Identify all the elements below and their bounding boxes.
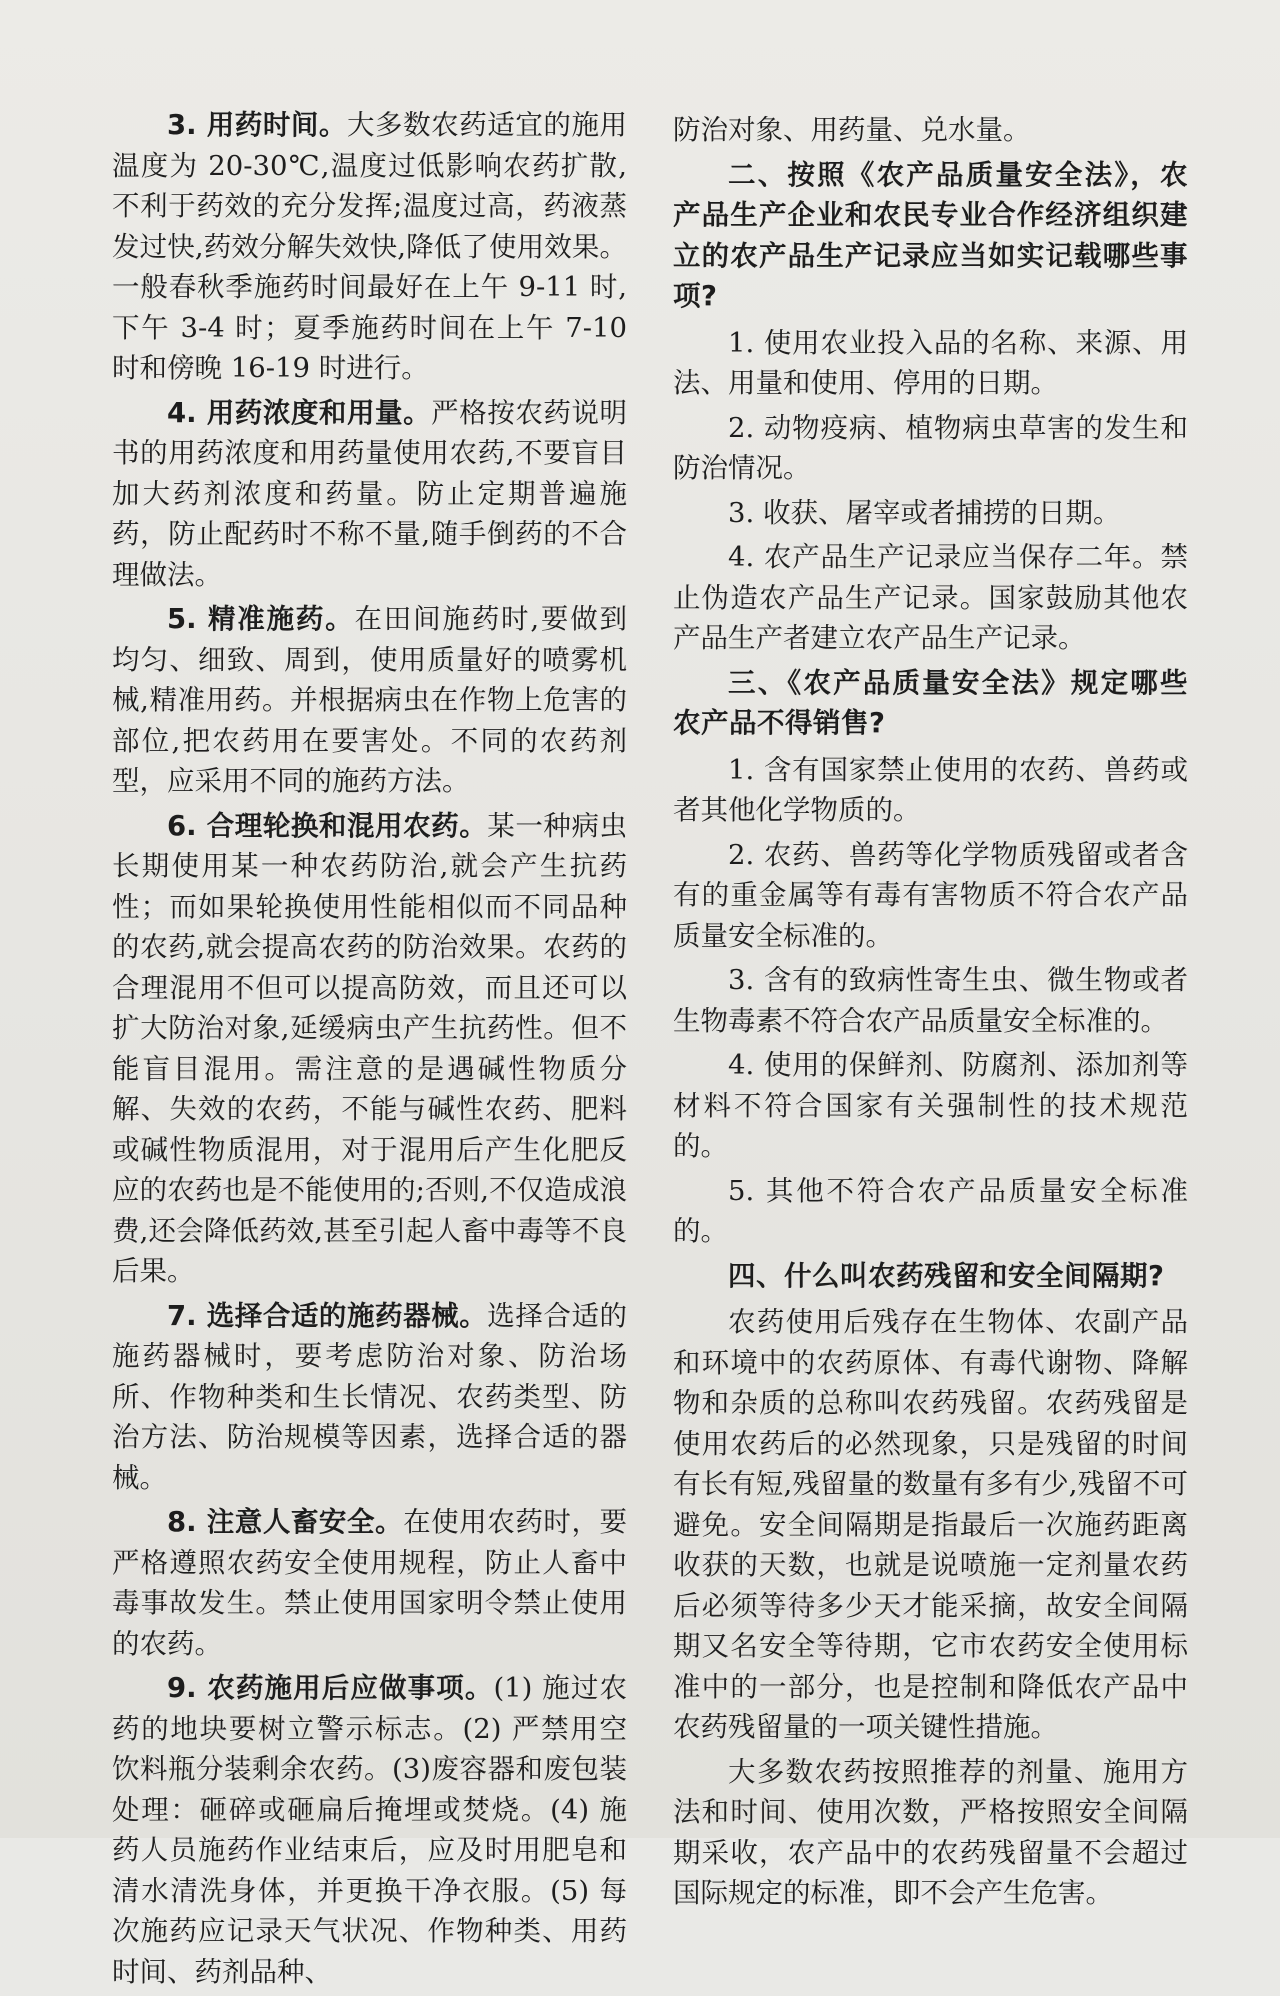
- paragraph-7: [112, 1296, 627, 1499]
- item-text: 某一种病虫长期使用某一种农药防治,就会产生抗药性；而如果轮换使用性能相似而不同品种的农药,就会提高农药的防治效果。农药的合理混用不但可以提高防效，而且还可以扩大防治对象,延缓病虫产生抗药性。但不能盲目混用。需注意的是遇碱性物质分解、失效的农药，不能与碱性农药、肥料或碱性物质混用，对于混用后产生化肥反应的农药也是不能使用的;否则,不仅造成浪费,还会降低药效,甚至引起人畜中毒等不良后果。: [112, 809, 628, 1287]
- paragraph-8: [112, 1502, 627, 1664]
- right-column: [673, 110, 1188, 1918]
- section-heading-4: 四、什么叫农药残留和安全间隔期?: [728, 1259, 1165, 1292]
- list-item: 1. 使用农业投入品的名称、来源、用法、用量和使用、停用的日期。: [673, 326, 1188, 399]
- list-item: 5. 其他不符合农产品质量安全标准的。: [673, 1174, 1188, 1247]
- continued-text: 防治对象、用药量、兑水量。: [673, 114, 1031, 146]
- item-text: 在田间施药时,要做到均匀、细致、周到，使用质量好的喷雾机械,精准用药。并根据病虫在作物上危害的部位,把农药用在要害处。不同的农药剂型，应采用不同的施药方法。: [112, 603, 627, 797]
- item-heading: 4. 用药浓度和用量。: [167, 396, 432, 429]
- item-text: (1) 施过农药的地块要树立警示标志。(2) 严禁用空饮料瓶分装剩余农药。(3)废容器和废包装处理：砸碎或砸扁后掩埋或焚烧。(4) 施药人员施药作业结束后，应及时用肥皂和清水清洗身体，并更换干净衣服。(5) 每次施药应记录天气状况、作物种类、用药时间、药剂品种、: [112, 1672, 627, 1988]
- paragraph-3: [112, 105, 627, 389]
- item-text: 严格按农药说明书的用药浓度和用药量使用农药,不要盲目加大药剂浓度和药量。防止定期普遍施药，防止配药时不称不量,随手倒药的不合理做法。: [112, 396, 628, 591]
- section-heading-3: 三、《农产品质量安全法》规定哪些农产品不得销售?: [673, 666, 1188, 739]
- item-heading: 8. 注意人畜安全。: [167, 1506, 404, 1538]
- list-item: 2. 农药、兽药等化学物质残留或者含有的重金属等有毒有害物质不符合农产品质量安全标准的。: [673, 838, 1188, 952]
- list-item: 4. 农产品生产记录应当保存二年。禁止伪造农产品生产记录。国家鼓励其他农产品生产者建立农产品生产记录。: [673, 541, 1188, 654]
- item-heading: 6. 合理轮换和混用农药。: [167, 809, 488, 842]
- body-paragraph: 大多数农药按照推荐的剂量、施用方法和时间、使用次数，严格按照安全间隔期采收，农产品中的农药残留量不会超过国际规定的标准，即不会产生危害。: [673, 1755, 1188, 1909]
- item-heading: 5. 精准施药。: [167, 603, 355, 635]
- paragraph-9: [112, 1668, 627, 1992]
- section-heading-2: 二、按照《农产品质量安全法》，农产品生产企业和农民专业合作经济组织建立的农产品生产记录应当如实记载哪些事项?: [673, 158, 1188, 312]
- list-item: 1. 含有国家禁止使用的农药、兽药或者其他化学物质的。: [673, 753, 1188, 826]
- item-text: 在使用农药时，要严格遵照农药安全使用规程，防止人畜中毒事故发生。禁止使用国家明令禁止使用的农药。: [112, 1506, 628, 1660]
- list-item: 3. 收获、屠宰或者捕捞的日期。: [728, 496, 1121, 529]
- paragraph-6: [112, 806, 627, 1292]
- body-paragraph: 农药使用后残存在生物体、农副产品和环境中的农药原体、有毒代谢物、降解物和杂质的总称叫农药残留。农药残留是使用农药后的必然现象，只是残留的时间有长有短,残留量的数量有多有少,残留不可避免。安全间隔期是指最后一次施药距离收获的天数，也就是说喷施一定剂量农药后必须等待多少天才能采摘，故安全间隔期又名安全等待期，它市农药安全使用标准中的一部分，也是控制和降低农产品中农药残留量的一项关键性措施。: [673, 1306, 1188, 1743]
- item-heading: 7. 选择合适的施药器械。: [167, 1299, 488, 1332]
- item-text: 大多数农药适宜的施用温度为 20-30℃,温度过低影响农药扩散,不利于药效的充分发挥;温度过高，药液蒸发过快,药效分解失效快,降低了使用效果。一般春秋季施药时间最好在上午 9-11 时,下午 3-4 时；夏季施药时间在上午 7-10 时和傍晚 16-19 时进行。: [112, 109, 628, 384]
- item-heading: 9. 农药施用后应做事项。: [167, 1672, 494, 1704]
- paragraph-4: [112, 393, 627, 596]
- left-column: [112, 105, 627, 1996]
- paragraph-5: [112, 599, 627, 802]
- list-item: 4. 使用的保鲜剂、防腐剂、添加剂等材料不符合国家有关强制性的技术规范的。: [673, 1049, 1188, 1162]
- list-item: 2. 动物疫病、植物病虫草害的发生和防治情况。: [673, 411, 1188, 484]
- item-text: 选择合适的施药器械时，要考虑防治对象、防治场所、作物种类和生长情况、农药类型、防治方法、防治规模等因素，选择合适的器械。: [112, 1299, 628, 1494]
- item-heading: 3. 用药时间。: [167, 109, 347, 141]
- list-item: 3. 含有的致病性寄生虫、微生物或者生物毒素不符合农产品质量安全标准的。: [673, 964, 1188, 1037]
